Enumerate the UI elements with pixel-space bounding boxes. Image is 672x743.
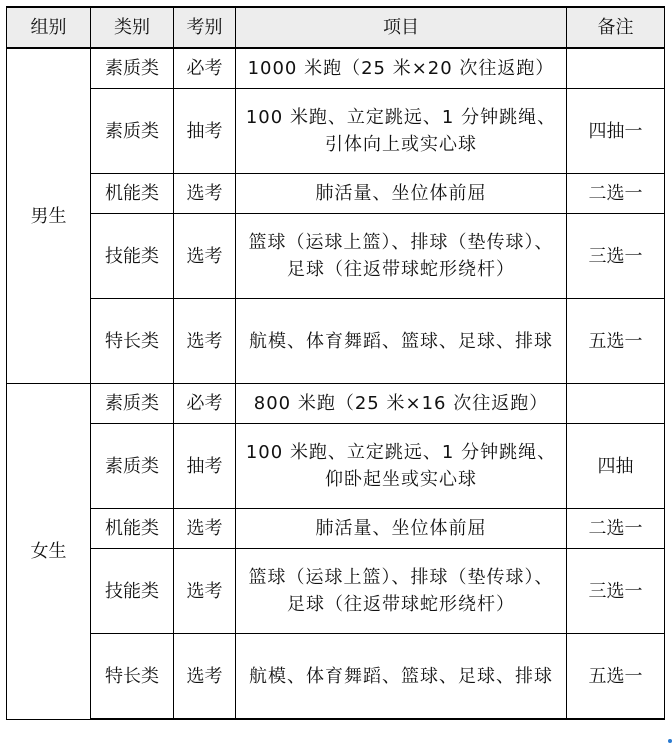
note-cell: 四抽一 bbox=[567, 89, 665, 174]
item-cell: 800 米跑（25 米×16 次往返跑） bbox=[236, 384, 567, 424]
exam-type-cell: 选考 bbox=[174, 549, 236, 634]
note-cell: 三选一 bbox=[567, 549, 665, 634]
table-row bbox=[7, 89, 665, 174]
item-cell: 1000 米跑（25 米×20 次往返跑） bbox=[236, 48, 567, 89]
item-cell: 100 米跑、立定跳远、1 分钟跳绳、引体向上或实心球 bbox=[236, 89, 567, 174]
note-cell bbox=[567, 48, 665, 89]
header-category: 类别 bbox=[91, 7, 174, 48]
note-cell: 三选一 bbox=[567, 214, 665, 299]
note-cell: 五选一 bbox=[567, 299, 665, 384]
header-group: 组别 bbox=[7, 7, 91, 48]
note-cell bbox=[567, 384, 665, 424]
table-row bbox=[7, 384, 665, 424]
exam-type-cell: 必考 bbox=[174, 48, 236, 89]
item-cell: 肺活量、坐位体前屈 bbox=[236, 509, 567, 549]
header-item: 项目 bbox=[236, 7, 567, 48]
exam-type-cell: 选考 bbox=[174, 214, 236, 299]
item-cell: 航模、体育舞蹈、篮球、足球、排球 bbox=[236, 299, 567, 384]
category-cell: 技能类 bbox=[91, 549, 174, 634]
table-row bbox=[7, 299, 665, 384]
exam-type-cell: 选考 bbox=[174, 299, 236, 384]
exam-type-cell: 必考 bbox=[174, 384, 236, 424]
table-row bbox=[7, 509, 665, 549]
note-cell: 四抽 bbox=[567, 424, 665, 509]
header-exam-type: 考别 bbox=[174, 7, 236, 48]
item-cell: 航模、体育舞蹈、篮球、足球、排球 bbox=[236, 634, 567, 720]
item-cell: 100 米跑、立定跳远、1 分钟跳绳、仰卧起坐或实心球 bbox=[236, 424, 567, 509]
exam-table bbox=[6, 6, 665, 720]
exam-type-cell: 选考 bbox=[174, 174, 236, 214]
document bbox=[6, 6, 664, 720]
category-cell: 机能类 bbox=[91, 509, 174, 549]
exam-type-cell: 抽考 bbox=[174, 424, 236, 509]
note-cell: 二选一 bbox=[567, 174, 665, 214]
exam-type-cell: 选考 bbox=[174, 634, 236, 720]
category-cell: 素质类 bbox=[91, 89, 174, 174]
table-row bbox=[7, 174, 665, 214]
note-cell: 二选一 bbox=[567, 509, 665, 549]
table-header-row bbox=[7, 7, 665, 48]
item-cell: 篮球（运球上篮）、排球（垫传球）、足球（往返带球蛇形绕杆） bbox=[236, 549, 567, 634]
group-label-female: 女生 bbox=[7, 384, 91, 720]
item-cell: 肺活量、坐位体前屈 bbox=[236, 174, 567, 214]
corner-marker-icon bbox=[668, 739, 672, 743]
item-cell: 篮球（运球上篮）、排球（垫传球）、足球（往返带球蛇形绕杆） bbox=[236, 214, 567, 299]
category-cell: 素质类 bbox=[91, 48, 174, 89]
note-cell: 五选一 bbox=[567, 634, 665, 720]
table-row bbox=[7, 48, 665, 89]
table-row bbox=[7, 549, 665, 634]
category-cell: 素质类 bbox=[91, 424, 174, 509]
table-row bbox=[7, 634, 665, 720]
category-cell: 特长类 bbox=[91, 634, 174, 720]
exam-type-cell: 选考 bbox=[174, 509, 236, 549]
header-note: 备注 bbox=[567, 7, 665, 48]
category-cell: 特长类 bbox=[91, 299, 174, 384]
category-cell: 机能类 bbox=[91, 174, 174, 214]
category-cell: 素质类 bbox=[91, 384, 174, 424]
category-cell: 技能类 bbox=[91, 214, 174, 299]
exam-type-cell: 抽考 bbox=[174, 89, 236, 174]
table-row bbox=[7, 214, 665, 299]
table-row bbox=[7, 424, 665, 509]
group-label-male: 男生 bbox=[7, 48, 91, 384]
